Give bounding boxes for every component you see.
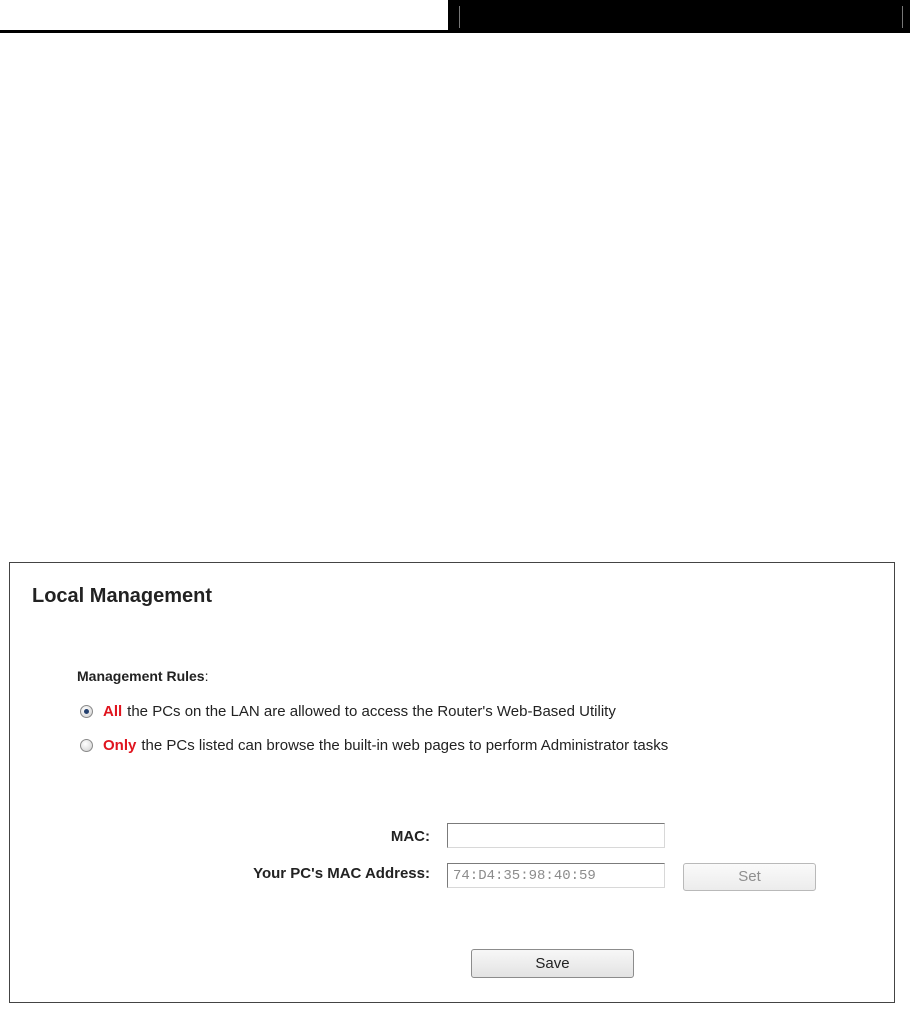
management-rules-text: Management Rules [77,668,205,684]
page-title: Local Management [32,585,213,607]
management-rules-label [77,668,208,684]
radio-all[interactable] [80,705,93,718]
save-button[interactable]: Save [471,949,634,978]
set-button[interactable]: Set [683,863,816,891]
rule-option-only[interactable] [80,737,668,754]
header-bar-edge-right [902,6,903,28]
pc-mac-field [447,863,665,888]
local-management-panel [9,562,895,1003]
radio-only[interactable] [80,739,93,752]
mac-input[interactable] [447,823,665,848]
pc-mac-label: Your PC's MAC Address: [253,865,430,882]
rule-highlight-all: All [103,703,123,720]
header-bar [448,0,910,33]
mac-label: MAC: [390,828,430,845]
header-bar-edge-left [459,6,460,28]
rule-highlight-only: Only [103,737,137,754]
rule-option-all[interactable] [80,703,616,720]
rule-text-all: the PCs on the LAN are allowed to access the Router's Web-Based Utility [127,703,616,720]
rule-text-only: the PCs listed can browse the built-in web pages to perform Administrator tasks [141,737,669,754]
management-rules-colon: : [204,668,209,684]
